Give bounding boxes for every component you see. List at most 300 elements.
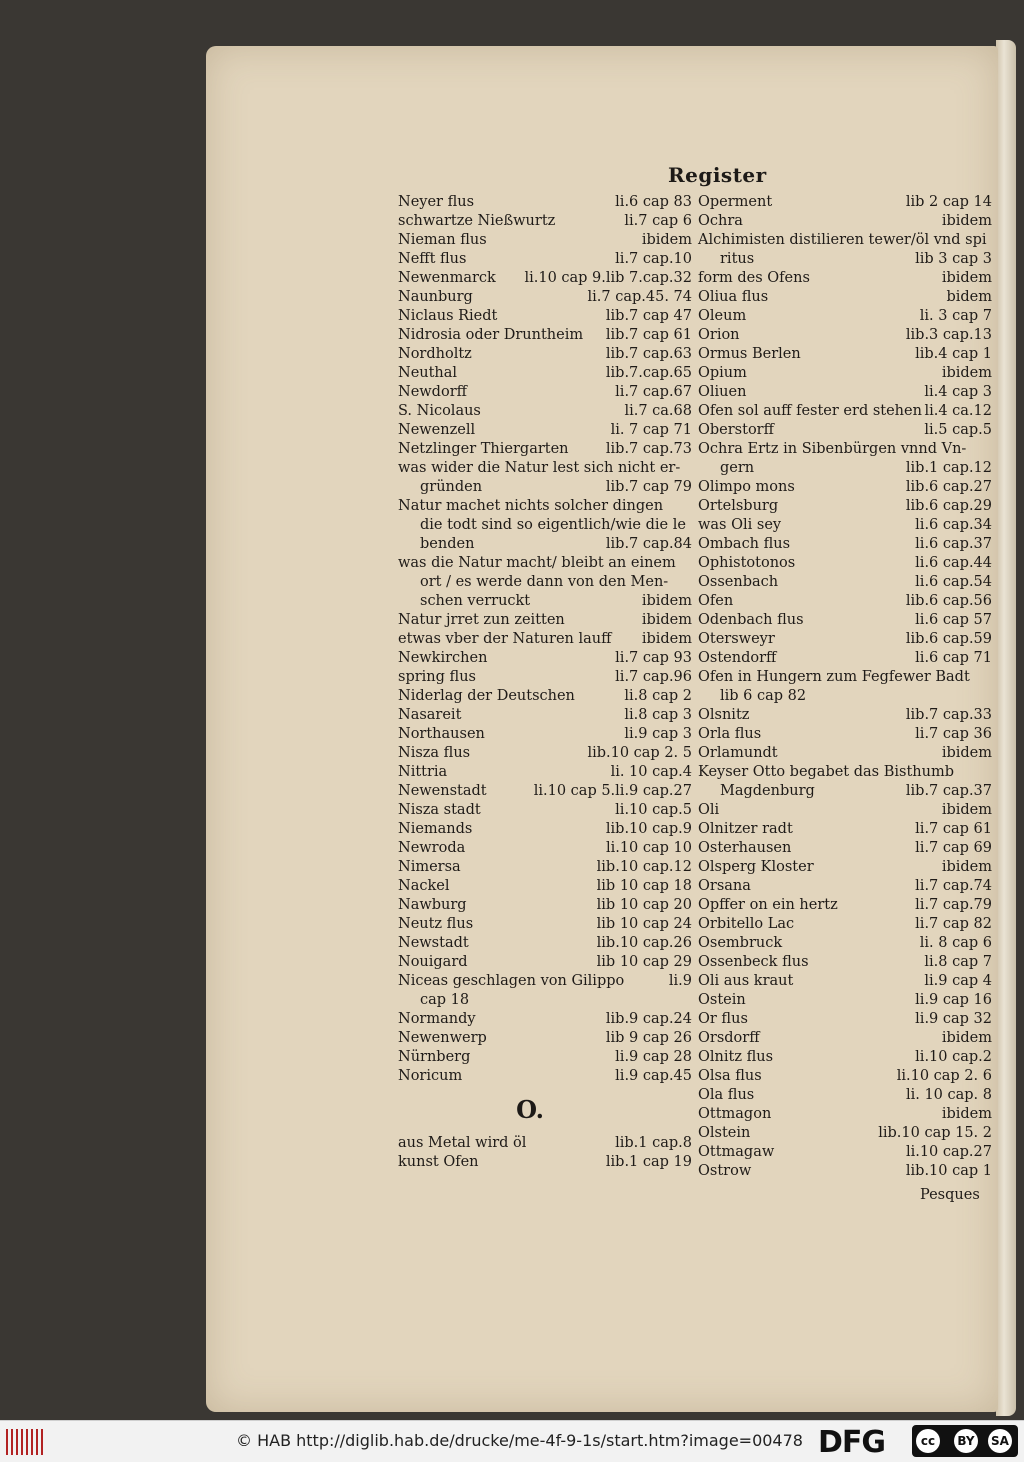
index-entry [398, 991, 692, 1010]
index-term: Netzlinger Thiergarten [398, 441, 569, 457]
index-entry [398, 1029, 692, 1048]
index-entry [398, 516, 692, 535]
index-term: Olsperg Kloster [698, 859, 814, 875]
index-reference: lib.3 cap.13 [905, 327, 992, 343]
index-term: Northausen [398, 726, 485, 742]
index-term: Ofen in Hungern zum Fegfewer Badt [698, 669, 970, 685]
index-term: Newenstadt [398, 783, 487, 799]
index-entry [398, 858, 692, 877]
index-term: Oli aus kraut [698, 973, 794, 989]
by-icon: BY [954, 1429, 978, 1453]
index-reference: lib.10 cap 2. 5 [587, 745, 692, 761]
index-term: spring flus [398, 669, 476, 685]
index-entry [398, 554, 692, 573]
index-term: Ochra Ertz in Sibenbürgen vnnd Vn- [698, 441, 967, 457]
index-reference: li.7 cap 82 [915, 916, 992, 932]
index-entry [398, 1153, 692, 1172]
index-entry [698, 1105, 992, 1124]
index-term: Ostein [698, 992, 746, 1008]
index-reference: li.7 cap.45. 74 [587, 289, 692, 305]
index-reference: li.9 cap 16 [915, 992, 992, 1008]
index-entry [398, 934, 692, 953]
index-term: Noricum [398, 1068, 463, 1084]
index-reference: li. 10 cap. 8 [905, 1087, 992, 1103]
index-term: Alchimisten distilieren tewer/öl vnd spi [698, 232, 987, 248]
index-term: Nouigard [398, 954, 468, 970]
index-entry [698, 497, 992, 516]
index-entry [698, 326, 992, 345]
index-reference: li.7 cap 36 [915, 726, 992, 742]
index-reference: lib.10 cap.26 [596, 935, 692, 951]
footer-credit[interactable]: © HAB http://diglib.hab.de/drucke/me-4f-9-1s/start.htm?image=00478 [236, 1431, 803, 1450]
dfg-logo: DFG [818, 1425, 886, 1460]
index-entry [698, 212, 992, 231]
index-reference: ibidem [641, 631, 692, 647]
index-entry [698, 554, 992, 573]
index-reference: lib 10 cap 20 [596, 897, 692, 913]
index-term: form des Ofens [698, 270, 810, 286]
index-reference: li.6 cap.34 [915, 517, 992, 533]
index-term: Nisza stadt [398, 802, 481, 818]
index-reference: lib 10 cap 29 [596, 954, 692, 970]
index-reference: lib.7 cap.37 [905, 783, 992, 799]
index-term: gründen [420, 479, 483, 495]
index-entry [398, 250, 692, 269]
index-term: etwas vber der Naturen lauff [398, 631, 612, 647]
index-term: Ottmagaw [698, 1144, 775, 1160]
index-term: S. Nicolaus [398, 403, 481, 419]
index-entry [698, 307, 992, 326]
index-entry [398, 1134, 692, 1153]
index-entry [698, 649, 992, 668]
index-reference: li.6 cap 71 [915, 650, 992, 666]
index-reference: lib.6 cap.27 [905, 479, 992, 495]
index-term: Olstein [698, 1125, 751, 1141]
index-entry [698, 421, 992, 440]
index-entry [698, 915, 992, 934]
index-term: Ormus Berlen [698, 346, 801, 362]
page-heading: Register [668, 163, 767, 187]
index-entry [398, 763, 692, 782]
index-term: Ossenbach [698, 574, 779, 590]
index-term: die todt sind so eigentlich/wie die le [420, 517, 686, 533]
index-entry [698, 972, 992, 991]
right-index-column [698, 193, 992, 1181]
index-entry [698, 611, 992, 630]
index-reference: lib.1 cap.12 [905, 460, 992, 476]
index-entry [398, 782, 692, 801]
index-term: Newkirchen [398, 650, 488, 666]
index-entry [398, 1067, 692, 1086]
index-entry [698, 801, 992, 820]
index-reference: li.9 cap.45 [615, 1068, 692, 1084]
index-entry [398, 269, 692, 288]
index-reference: li.7 cap 6 [624, 213, 692, 229]
index-entry [398, 801, 692, 820]
index-term: ort / es werde dann von den Men- [420, 574, 669, 590]
index-term: Odenbach flus [698, 612, 804, 628]
hab-logo-icon [6, 1429, 46, 1455]
index-entry [698, 459, 992, 478]
index-entry [698, 896, 992, 915]
index-reference: lib 10 cap 24 [596, 916, 692, 932]
index-reference: lib 9 cap 26 [605, 1030, 692, 1046]
index-term: Keyser Otto begabet das Bisthumb [698, 764, 954, 780]
index-entry [398, 877, 692, 896]
index-entry [398, 649, 692, 668]
index-term: Nimersa [398, 859, 461, 875]
index-entry [398, 402, 692, 421]
index-reference: li.6 cap.44 [915, 555, 992, 571]
index-reference: li.7 cap.67 [615, 384, 692, 400]
index-term: Newenwerp [398, 1030, 487, 1046]
index-entry [698, 478, 992, 497]
index-term: Orla flus [698, 726, 762, 742]
index-term: Ossenbeck flus [698, 954, 809, 970]
index-term: Ostrow [698, 1163, 752, 1179]
catchword: Pesques [920, 1187, 980, 1203]
index-term: Ombach flus [698, 536, 791, 552]
index-reference: li.6 cap.54 [915, 574, 992, 590]
index-reference: lib.9 cap.24 [605, 1011, 692, 1027]
index-reference: bidem [946, 289, 992, 305]
index-reference: ibidem [941, 365, 992, 381]
index-reference: li.10 cap.2 [915, 1049, 992, 1065]
index-entry [698, 630, 992, 649]
index-term: Opffer on ein hertz [698, 897, 838, 913]
index-entry [398, 497, 692, 516]
index-term: Olsa flus [698, 1068, 762, 1084]
index-entry [698, 991, 992, 1010]
index-entry [698, 573, 992, 592]
index-reference: lib.7 cap 61 [605, 327, 692, 343]
index-entry [398, 820, 692, 839]
index-reference: li.9 [668, 973, 692, 989]
index-term: Orbitello Lac [698, 916, 795, 932]
index-reference: li.7 cap.96 [615, 669, 692, 685]
index-entry [698, 193, 992, 212]
index-entry [398, 706, 692, 725]
index-entry [698, 934, 992, 953]
index-term: was die Natur macht/ bleibt an einem [398, 555, 676, 571]
index-entry [398, 478, 692, 497]
index-reference: li.7 cap 93 [615, 650, 692, 666]
index-entry [398, 725, 692, 744]
index-term: Ochra [698, 213, 743, 229]
index-term: Ola flus [698, 1087, 755, 1103]
index-entry [398, 326, 692, 345]
index-entry [698, 782, 992, 801]
index-reference: li.7 ca.68 [624, 403, 692, 419]
cc-icon: cc [916, 1429, 940, 1453]
index-reference: li. 10 cap.4 [610, 764, 692, 780]
index-term: Nawburg [398, 897, 467, 913]
index-entry [398, 896, 692, 915]
index-reference: li.7 cap.10 [615, 251, 692, 267]
index-entry [698, 858, 992, 877]
index-entry [698, 668, 992, 687]
index-reference: lib.6 cap.59 [905, 631, 992, 647]
index-term: Natur jrret zun zeitten [398, 612, 565, 628]
index-reference: ibidem [641, 612, 692, 628]
index-reference: lib.1 cap.8 [615, 1135, 692, 1151]
index-reference: li.7 cap 69 [915, 840, 992, 856]
index-reference: lib.7.cap.65 [605, 365, 692, 381]
index-term: Niceas geschlagen von Gilippo [398, 973, 625, 989]
index-term: Opium [698, 365, 747, 381]
index-reference: li.10 cap.27 [905, 1144, 992, 1160]
index-term: Oliuen [698, 384, 747, 400]
index-term: Neuthal [398, 365, 458, 381]
index-reference: li. 3 cap 7 [919, 308, 992, 324]
index-term: Magdenburg [720, 783, 815, 799]
index-entry [398, 421, 692, 440]
index-term: was Oli sey [698, 517, 782, 533]
index-entry [698, 725, 992, 744]
index-entry [398, 573, 692, 592]
index-term: Nasareit [398, 707, 462, 723]
index-reference: li. 8 cap 6 [919, 935, 992, 951]
index-reference: ibidem [641, 593, 692, 609]
index-term: Niderlag der Deutschen [398, 688, 575, 704]
index-reference: li.10 cap 9.lib 7.cap.32 [524, 270, 692, 286]
index-reference: li.10 cap 2. 6 [896, 1068, 992, 1084]
page-edge [996, 40, 1016, 1416]
index-term: cap 18 [420, 992, 470, 1008]
index-entry [398, 535, 692, 554]
index-term: Olimpo mons [698, 479, 795, 495]
index-term: lib 6 cap 82 [720, 688, 807, 704]
index-term: Niclaus Riedt [398, 308, 498, 324]
index-term: Nürnberg [398, 1049, 471, 1065]
index-term: Niemands [398, 821, 473, 837]
index-reference: li.8 cap 2 [624, 688, 692, 704]
index-reference: li.5 cap.5 [924, 422, 992, 438]
index-reference: li.7 cap.74 [915, 878, 992, 894]
index-entry [698, 250, 992, 269]
index-entry [698, 1124, 992, 1143]
index-term: Ortelsburg [698, 498, 779, 514]
index-term: Nackel [398, 878, 450, 894]
index-entry [698, 288, 992, 307]
index-term: gern [720, 460, 755, 476]
index-entry [698, 1029, 992, 1048]
index-reference: li.10 cap 10 [605, 840, 692, 856]
index-reference: li.9 cap 4 [924, 973, 992, 989]
index-entry [398, 972, 692, 991]
index-reference: li.6 cap 57 [915, 612, 992, 628]
index-entry [698, 1010, 992, 1029]
index-term: Orsana [698, 878, 751, 894]
index-term: ritus [720, 251, 755, 267]
index-entry [698, 516, 992, 535]
index-entry [698, 440, 992, 459]
index-term: Normandy [398, 1011, 476, 1027]
index-reference: lib.6 cap.29 [905, 498, 992, 514]
index-term: Newstadt [398, 935, 469, 951]
index-term: Oterswеyr [698, 631, 775, 647]
index-reference: lib.10 cap 1 [905, 1163, 992, 1179]
index-entry [698, 592, 992, 611]
index-entry [398, 212, 692, 231]
index-entry [698, 1086, 992, 1105]
index-entry [398, 687, 692, 706]
index-entry [698, 1143, 992, 1162]
index-entry [398, 1010, 692, 1029]
index-reference: lib.7 cap.73 [605, 441, 692, 457]
index-entry [398, 630, 692, 649]
index-term: Orion [698, 327, 740, 343]
index-entry [398, 440, 692, 459]
index-entry [698, 687, 992, 706]
index-entry [398, 364, 692, 383]
index-term: Nisza flus [398, 745, 471, 761]
index-reference: lib.7 cap 47 [605, 308, 692, 324]
index-entry [698, 231, 992, 250]
index-reference: li.4 ca.12 [924, 403, 992, 419]
index-reference: li.10 cap 5.li.9 cap.27 [533, 783, 692, 799]
index-entry [398, 611, 692, 630]
index-term: Ofen sol auff fester erd stehen [698, 403, 922, 419]
index-reference: li.7 cap.79 [915, 897, 992, 913]
index-term: Olsnitz [698, 707, 750, 723]
index-entry [698, 269, 992, 288]
index-entry [698, 535, 992, 554]
index-term: Newenmarck [398, 270, 496, 286]
index-term: Ophistotonos [698, 555, 796, 571]
index-entry [698, 1048, 992, 1067]
index-reference: ibidem [941, 802, 992, 818]
index-term: Newdorff [398, 384, 467, 400]
index-term: Nieman flus [398, 232, 487, 248]
index-entry [698, 820, 992, 839]
index-reference: li.8 cap 7 [924, 954, 992, 970]
index-term: Ottmagon [698, 1106, 772, 1122]
index-reference: li.8 cap 3 [624, 707, 692, 723]
index-reference: ibidem [641, 232, 692, 248]
index-term: Newroda [398, 840, 466, 856]
index-entry [398, 383, 692, 402]
index-reference: ibidem [941, 270, 992, 286]
index-reference: lib.1 cap 19 [605, 1154, 692, 1170]
index-entry [398, 307, 692, 326]
index-entry [398, 592, 692, 611]
index-reference: li.9 cap 32 [915, 1011, 992, 1027]
index-reference: ibidem [941, 213, 992, 229]
index-term: Neutz flus [398, 916, 474, 932]
index-term: Oli [698, 802, 720, 818]
index-reference: li. 7 cap 71 [610, 422, 692, 438]
index-entry [398, 668, 692, 687]
index-term: Olnitzer radt [698, 821, 793, 837]
index-reference: lib 2 cap 14 [905, 194, 992, 210]
index-reference: lib 3 cap 3 [915, 251, 992, 267]
index-reference: lib.4 cap 1 [915, 346, 992, 362]
index-term: Ofen [698, 593, 734, 609]
index-entry [698, 744, 992, 763]
index-term: Oliua flus [698, 289, 769, 305]
index-reference: li.9 cap 3 [624, 726, 692, 742]
index-term: Neyer flus [398, 194, 475, 210]
index-term: Orsdorff [698, 1030, 760, 1046]
index-reference: ibidem [941, 745, 992, 761]
index-term: benden [420, 536, 475, 552]
index-term: Orlamundt [698, 745, 778, 761]
section-letter: O. [516, 1095, 544, 1124]
index-reference: lib.7 cap 79 [605, 479, 692, 495]
index-term: Nittria [398, 764, 448, 780]
index-reference: li.10 cap.5 [615, 802, 692, 818]
index-entry [398, 345, 692, 364]
index-term: aus Metal wird öl [398, 1135, 527, 1151]
index-reference: li.9 cap 28 [615, 1049, 692, 1065]
index-term: Or flus [698, 1011, 748, 1027]
index-reference: ibidem [941, 1106, 992, 1122]
index-reference: li.4 cap 3 [924, 384, 992, 400]
index-term: kunst Ofen [398, 1154, 479, 1170]
index-reference: lib.6 cap.56 [905, 593, 992, 609]
index-reference: ibidem [941, 1030, 992, 1046]
index-term: Operment [698, 194, 773, 210]
index-term: schwartze Nießwurtz [398, 213, 556, 229]
index-entry [698, 953, 992, 972]
index-term: Osterhausen [698, 840, 792, 856]
index-entry [398, 915, 692, 934]
index-entry [698, 763, 992, 782]
index-entry [398, 953, 692, 972]
index-entry [698, 383, 992, 402]
index-term: Newenzell [398, 422, 476, 438]
index-term: was wider die Natur lest sich nicht er- [398, 460, 681, 476]
index-reference: li.6 cap.37 [915, 536, 992, 552]
index-term: Naunburg [398, 289, 473, 305]
index-entry [398, 231, 692, 250]
index-reference: lib.7 cap.33 [905, 707, 992, 723]
index-reference: li.7 cap 61 [915, 821, 992, 837]
index-term: schen verruckt [420, 593, 531, 609]
index-term: Nidrosia oder Druntheim [398, 327, 584, 343]
index-entry [698, 364, 992, 383]
index-reference: li.6 cap 83 [615, 194, 692, 210]
index-term: Oberstorff [698, 422, 774, 438]
index-term: Osembruck [698, 935, 783, 951]
index-reference: ibidem [941, 859, 992, 875]
index-term: Nordholtz [398, 346, 472, 362]
sa-icon: SA [988, 1429, 1012, 1453]
index-reference: lib.10 cap 15. 2 [878, 1125, 992, 1141]
viewer-footer [0, 1420, 1024, 1462]
index-term: Oleum [698, 308, 747, 324]
index-entry [698, 1162, 992, 1181]
index-entry [398, 839, 692, 858]
index-entry [698, 839, 992, 858]
index-entry [698, 706, 992, 725]
left-index-column [398, 193, 692, 1172]
index-term: Natur machet nichts solcher dingen [398, 498, 664, 514]
index-entry [398, 459, 692, 478]
index-entry [698, 877, 992, 896]
index-reference: lib.10 cap.9 [605, 821, 692, 837]
index-reference: lib.7 cap.84 [605, 536, 692, 552]
index-entry [698, 345, 992, 364]
index-term: Nefft flus [398, 251, 467, 267]
index-entry [398, 193, 692, 212]
cc-license-icon[interactable] [912, 1425, 1018, 1457]
index-reference: lib.10 cap.12 [596, 859, 692, 875]
index-reference: lib.7 cap.63 [605, 346, 692, 362]
index-term: Olnitz flus [698, 1049, 774, 1065]
index-entry [698, 1067, 992, 1086]
